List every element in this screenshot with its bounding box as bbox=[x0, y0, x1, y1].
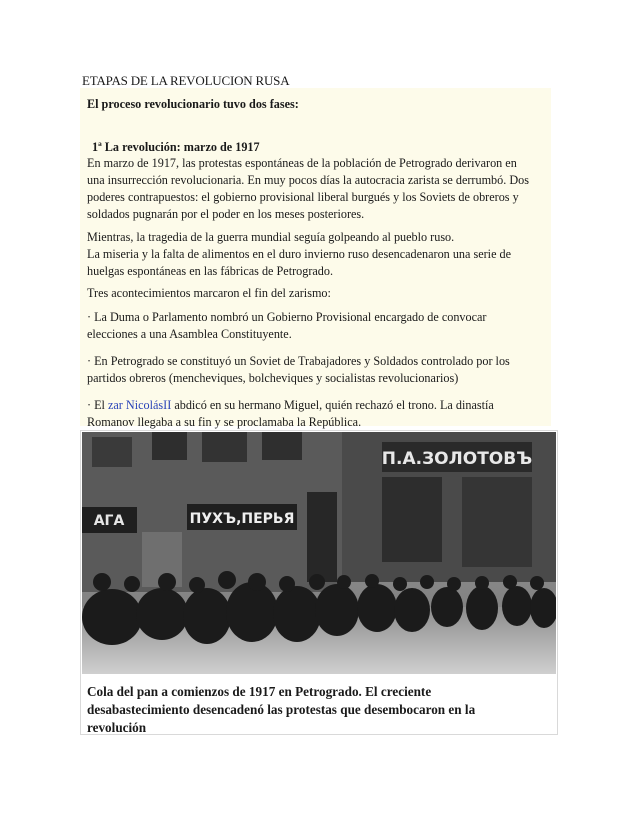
sign-feathers: ПУХЪ,ПЕРЬЯ bbox=[189, 511, 295, 527]
event-3-suffix: abdicó en su hermano Miguel, quién rechazó el trono. La dinastía bbox=[171, 398, 494, 412]
sign-main: П.А.ЗОЛОТОВЪ bbox=[381, 449, 533, 469]
event-1-line: · La Duma o Parlamento nombró un Gobierno Provisional encargado de convocar bbox=[87, 310, 487, 324]
bread-queue-photo bbox=[82, 432, 556, 674]
paragraph-line: poderes contrapuestos: el gobierno provisional liberal burgués y los Soviets de obreros y bbox=[87, 190, 519, 204]
paragraph-line: huelgas espontáneas en las fábricas de Petrogrado. bbox=[87, 264, 334, 278]
events-intro: Tres acontecimientos marcaron el fin del zarismo: bbox=[87, 286, 331, 300]
paragraph-line: Mientras, la tragedia de la guerra mundial seguía golpeando al pueblo ruso. bbox=[87, 230, 455, 244]
event-3-line: Romanov llegaba a su fin y se proclamaba la República. bbox=[87, 415, 362, 429]
event-3-prefix: · El bbox=[87, 398, 108, 412]
event-1-line: elecciones a una Asamblea Constituyente. bbox=[87, 327, 292, 341]
page-title: ETAPAS DE LA REVOLUCION RUSA bbox=[82, 73, 290, 88]
paragraph-line: una insurrección revolucionaria. En muy pocos días la autocracia zarista se derrumbó. Dos bbox=[87, 173, 529, 187]
photo-caption-line: desabastecimiento desencadenó las protestas que desembocaron en la bbox=[87, 702, 476, 717]
event-2-line: · En Petrogrado se constituyó un Soviet de Trabajadores y Soldados controlado por los bbox=[87, 354, 510, 368]
event-2-line: partidos obreros (mencheviques, bolcheviques y socialistas revolucionarios) bbox=[87, 371, 459, 385]
event-3-line bbox=[87, 397, 494, 415]
paragraph-line: soldados pugnarán por el poder en los meses posteriores. bbox=[87, 207, 365, 221]
photo-caption-line: Cola del pan a comienzos de 1917 en Petrogrado. El creciente bbox=[87, 684, 432, 699]
sign-left: АГА bbox=[93, 513, 125, 529]
zar-nicolas-link[interactable]: zar NicolásII bbox=[107, 398, 172, 412]
paragraph-line: La miseria y la falta de alimentos en el duro invierno ruso desencadenaron una serie de bbox=[87, 247, 512, 261]
photo-caption-line: revolución bbox=[87, 720, 147, 735]
paragraph-line: En marzo de 1917, las protestas espontáneas de la población de Petrogrado derivaron en bbox=[87, 156, 517, 170]
intro-text: El proceso revolucionario tuvo dos fases: bbox=[87, 97, 299, 111]
phase1-heading: 1ª La revolución: marzo de 1917 bbox=[92, 140, 260, 154]
